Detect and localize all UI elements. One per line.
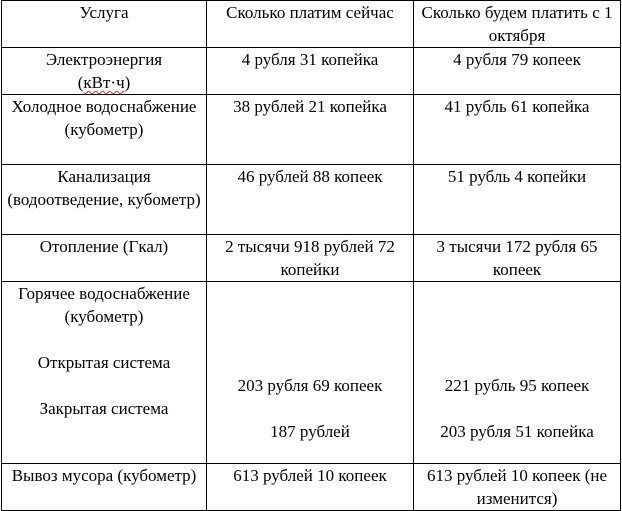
service-sewerage: Канализация (водоотведение, кубометр) bbox=[2, 165, 207, 235]
price-october-hot-water-open: 221 рубль 95 копеек bbox=[444, 376, 590, 395]
price-october-sewerage: 51 рубль 4 копейки bbox=[414, 165, 621, 235]
price-now-sewerage: 46 рублей 88 копеек bbox=[207, 165, 414, 235]
price-october-hot-water bbox=[414, 282, 621, 464]
price-october-hot-water-closed: 203 рубля 51 копейка bbox=[440, 422, 594, 441]
table-row-electricity bbox=[2, 48, 621, 95]
service-heating: Отопление (Гкал) bbox=[2, 235, 207, 282]
service-electricity-line1: Электроэнергия bbox=[45, 50, 163, 69]
service-hot-water-open: Открытая система bbox=[37, 353, 171, 372]
table-row-garbage bbox=[2, 464, 621, 511]
price-october-electricity: 4 рубля 79 копеек bbox=[414, 48, 621, 95]
price-october-garbage: 613 рублей 10 копеек (не изменится) bbox=[414, 464, 621, 511]
service-hot-water-closed: Закрытая система bbox=[39, 399, 169, 418]
price-october-cold-water: 41 рубль 61 копейка bbox=[414, 95, 621, 165]
service-electricity-unit: кВт·ч bbox=[83, 73, 125, 92]
service-cold-water: Холодное водоснабжение (кубометр) bbox=[2, 95, 207, 165]
header-service: Услуга bbox=[2, 1, 207, 48]
table-row-heating bbox=[2, 235, 621, 282]
price-now-hot-water-closed: 187 рублей bbox=[270, 422, 350, 441]
header-from-october: Сколько будем платить с 1 октября bbox=[414, 1, 621, 48]
price-now-heating: 2 тысячи 918 рублей 72 копейки bbox=[207, 235, 414, 282]
tariff-table bbox=[1, 0, 621, 511]
service-electricity-paren-open: ( bbox=[77, 73, 84, 92]
service-garbage: Вывоз мусора (кубометр) bbox=[2, 464, 207, 511]
service-hot-water bbox=[2, 282, 207, 464]
price-now-electricity: 4 рубля 31 копейка bbox=[207, 48, 414, 95]
price-now-hot-water bbox=[207, 282, 414, 464]
service-hot-water-name: Горячее водоснабжение (кубометр) bbox=[18, 284, 190, 326]
price-now-garbage: 613 рублей 10 копеек bbox=[207, 464, 414, 511]
table-row-hot-water bbox=[2, 282, 621, 464]
service-electricity-paren-close: ) bbox=[124, 73, 131, 92]
price-now-hot-water-open: 203 рубля 69 копеек bbox=[237, 376, 383, 395]
service-electricity bbox=[2, 48, 207, 95]
price-now-cold-water: 38 рублей 21 копейка bbox=[207, 95, 414, 165]
price-october-heating: 3 тысячи 172 рубля 65 копеек bbox=[414, 235, 621, 282]
table-row-cold-water bbox=[2, 95, 621, 165]
header-now: Сколько платим сейчас bbox=[207, 1, 414, 48]
table-header-row bbox=[2, 1, 621, 48]
table-row-sewerage bbox=[2, 165, 621, 235]
